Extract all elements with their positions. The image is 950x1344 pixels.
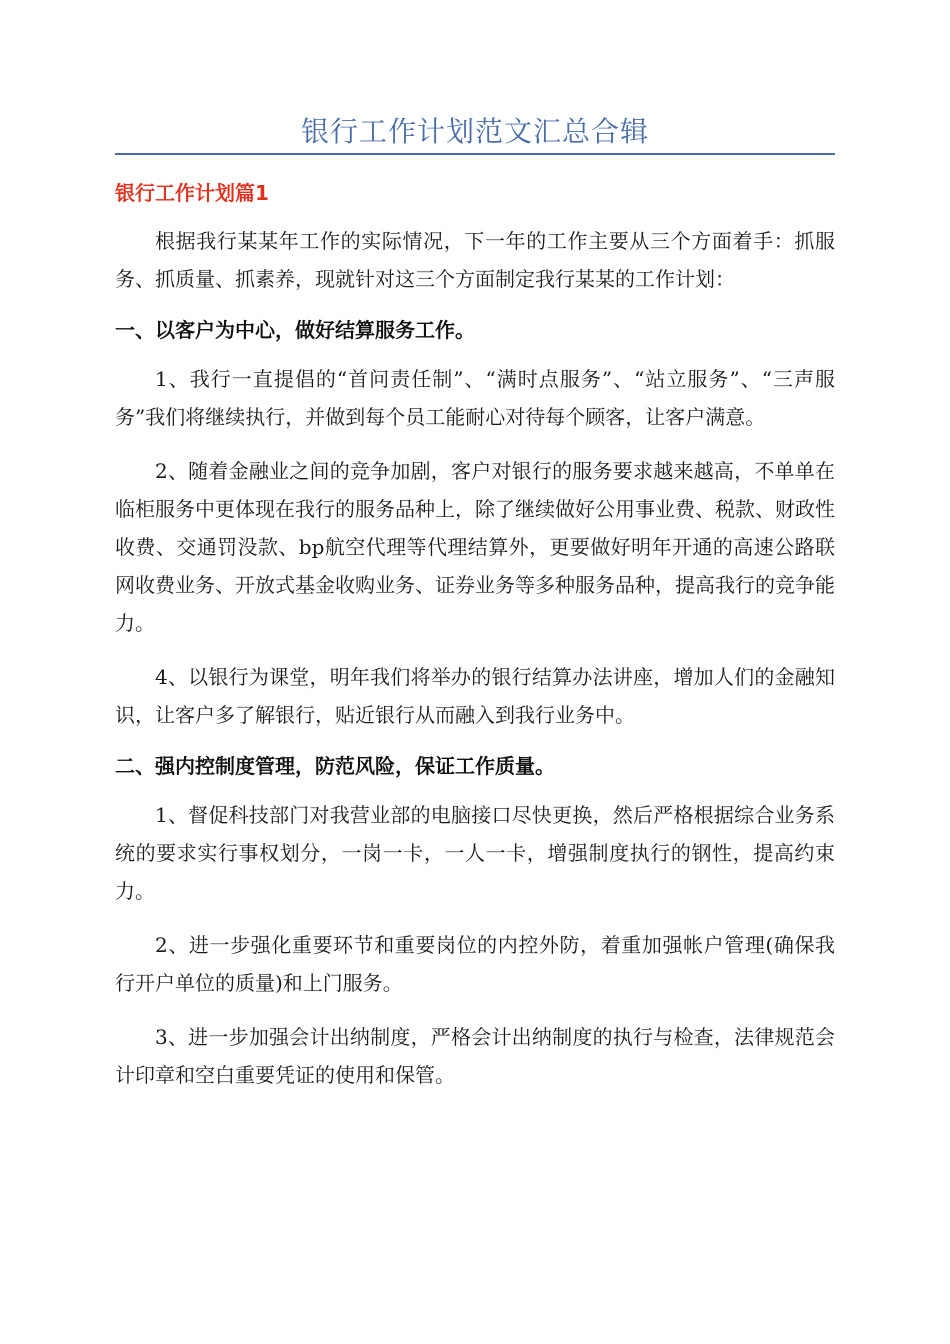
section-heading-2: 二、强内控制度管理，防范风险，保证工作质量。 [115, 754, 555, 778]
section-heading-1: 一、以客户为中心，做好结算服务工作。 [115, 318, 475, 342]
intro-paragraph: 根据我行某某年工作的实际情况，下一年的工作主要从三个方面着手：抓服务、抓质量、抓素养，现就针对这三个方面制定我行某某的工作计划： [115, 229, 835, 291]
title-divider [115, 153, 835, 155]
section1-item-2: 2、随着金融业之间的竞争加剧，客户对银行的服务要求越来越高，不单单在临柜服务中更体现在我行的服务品种上，除了继续做好公用事业费、税款、财政性收费、交通罚没款、bp航空代理等代理结算外，更要做好明年开通的高速公路联网收费业务、开放式基金收购业务、证券业务等多种服务品种，提高我行的竞争能力。 [115, 459, 835, 635]
section2-item-3: 3、进一步加强会计出纳制度，严格会计出纳制度的执行与检查，法律规范会计印章和空白重要凭证的使用和保管。 [115, 1025, 835, 1087]
section2-item-2: 2、进一步强化重要环节和重要岗位的内控外防，着重加强帐户管理(确保我行开户单位的质量)和上门服务。 [115, 933, 835, 995]
document-title: 银行工作计划范文汇总合辑 [300, 115, 649, 148]
article-heading: 银行工作计划篇1 [115, 181, 269, 205]
document-body [115, 178, 835, 1110]
section2-item-1: 1、督促科技部门对我营业部的电脑接口尽快更换，然后严格根据综合业务系统的要求实行事权划分，一岗一卡，一人一卡，增强制度执行的钢性，提高约束力。 [115, 803, 835, 903]
section1-item-1: 1、我行一直提倡的“首问责任制”、“满时点服务”、“站立服务”、“三声服务”我们将继续执行，并做到每个员工能耐心对待每个顾客，让客户满意。 [115, 367, 835, 429]
section1-item-4: 4、以银行为课堂，明年我们将举办的银行结算办法讲座，增加人们的金融知识，让客户多了解银行，贴近银行从而融入到我行业务中。 [115, 665, 835, 727]
